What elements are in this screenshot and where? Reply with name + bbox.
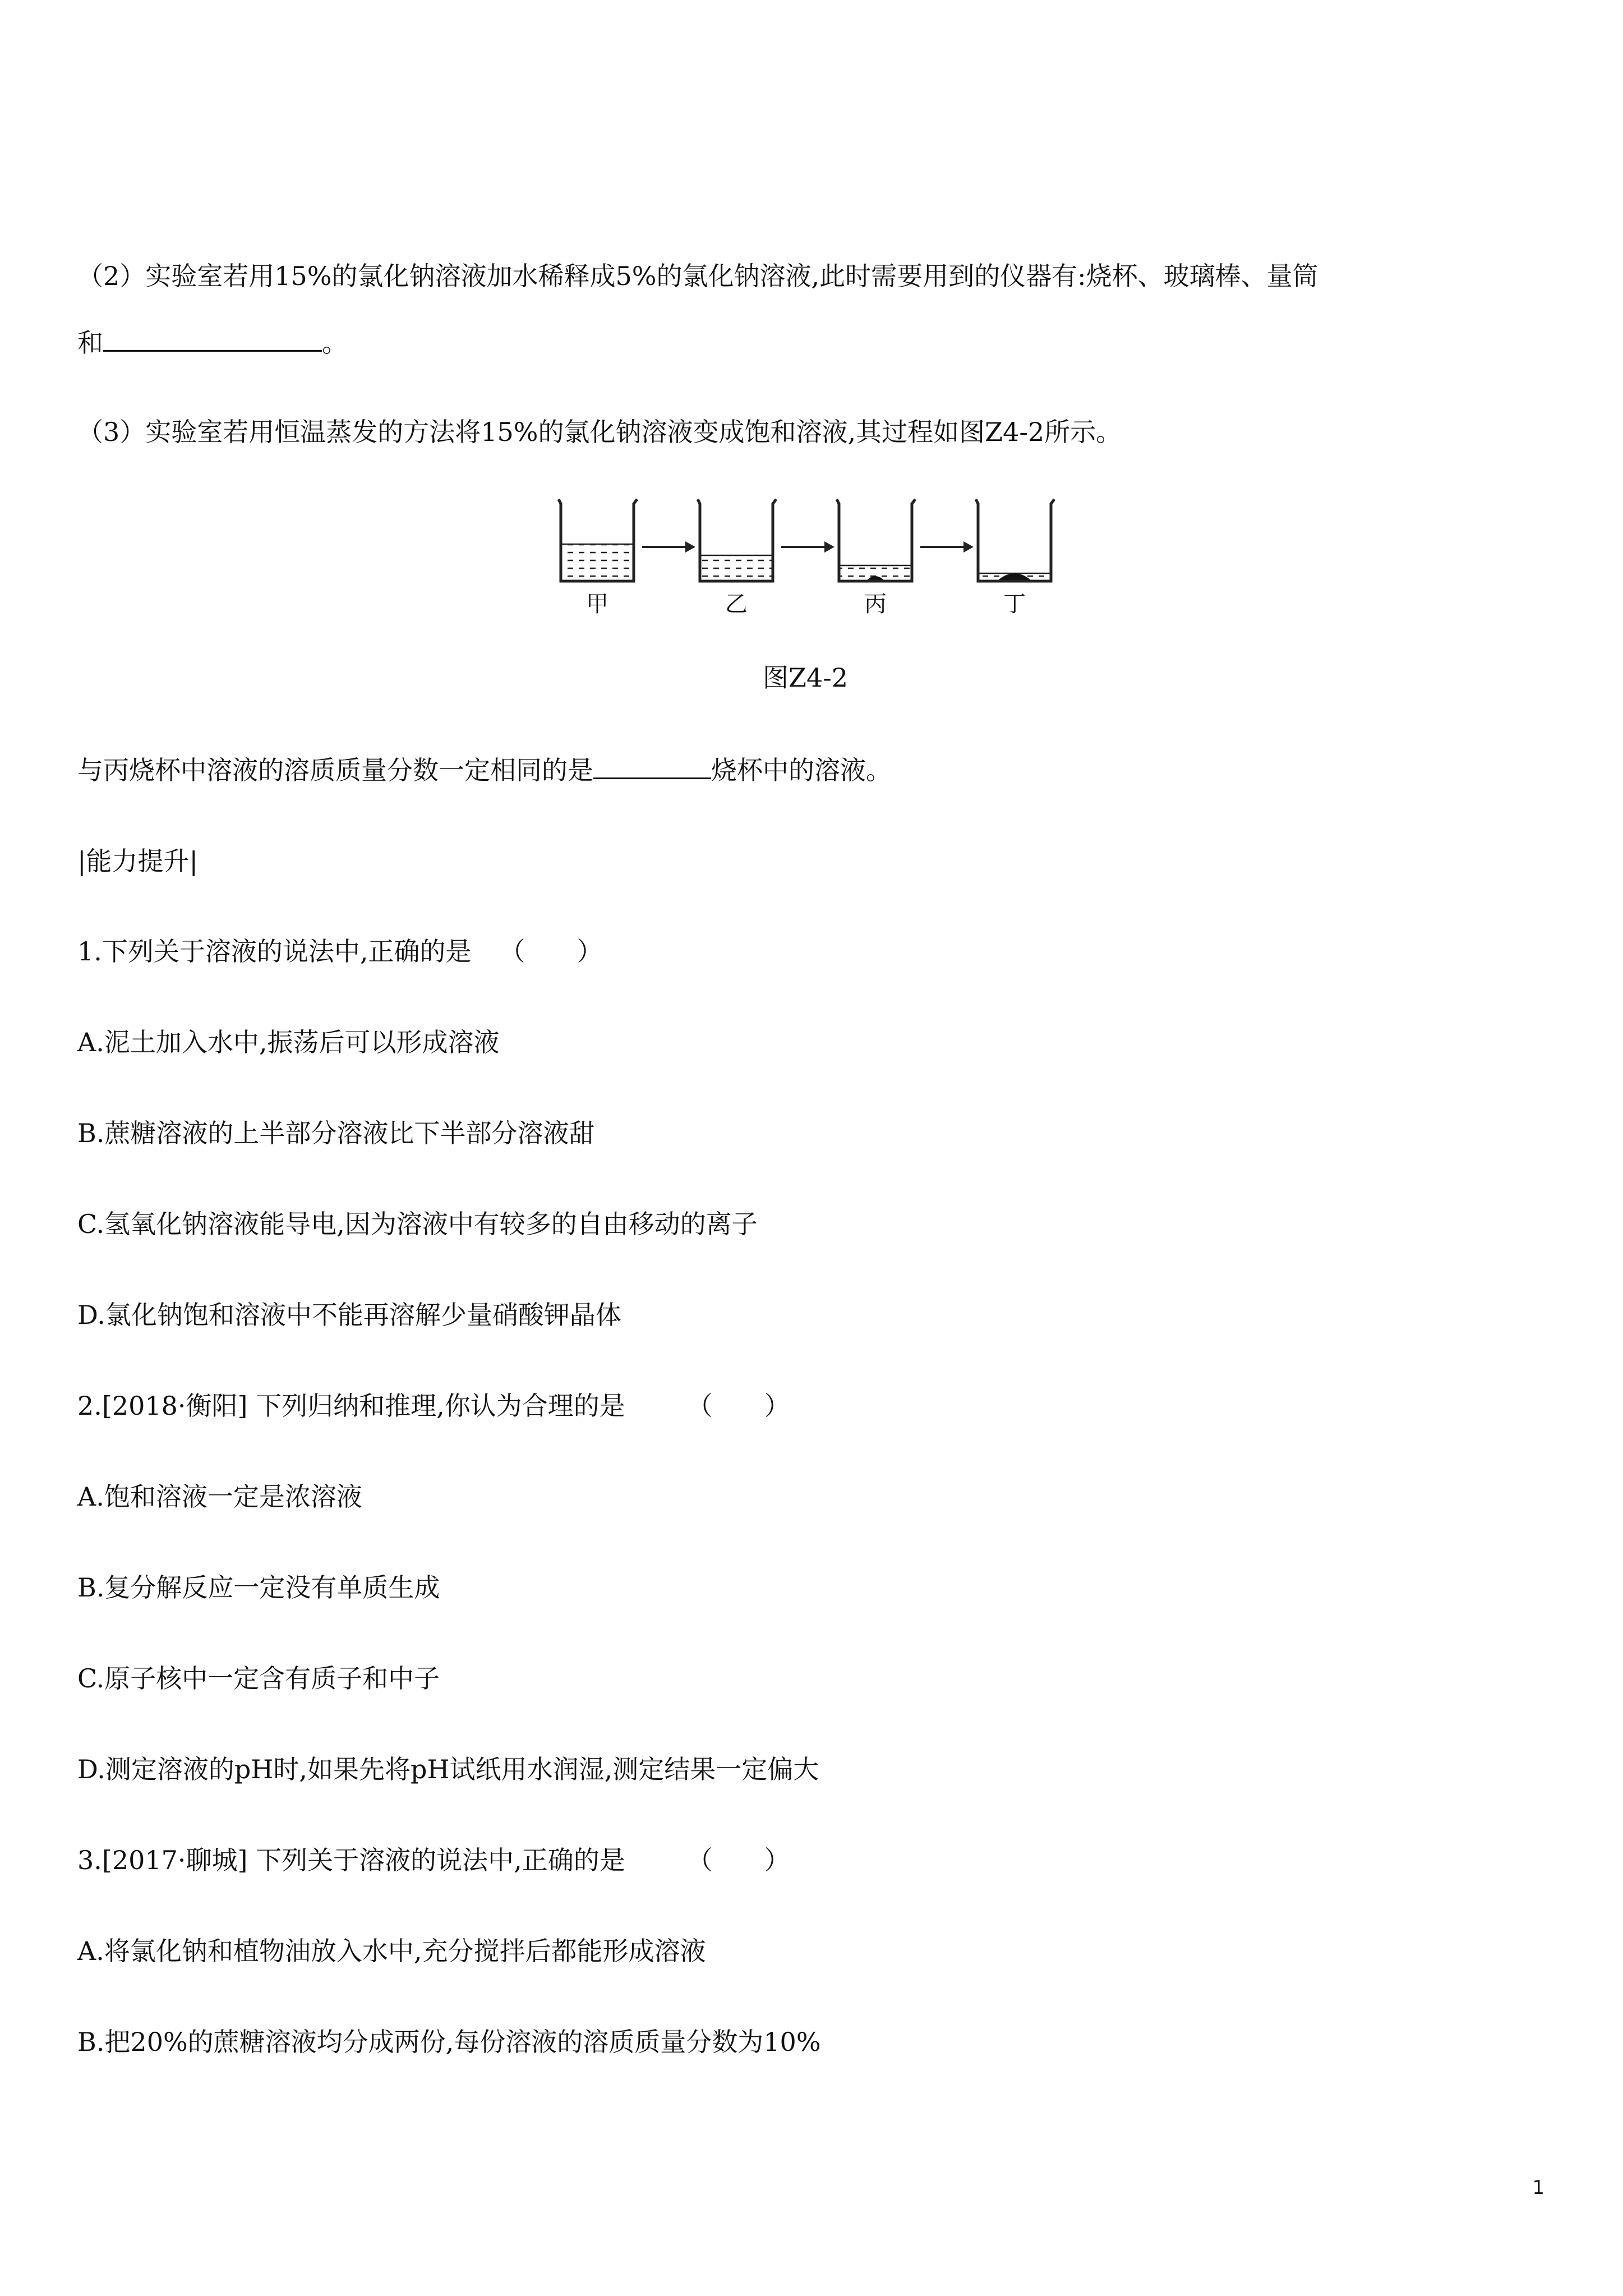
q3-answer-suffix: 烧杯中的溶液。: [711, 755, 892, 785]
q3-answer-line: [77, 753, 892, 787]
beaker-figure: [555, 494, 1071, 623]
section-heading: |能力提升|: [77, 846, 198, 876]
q3-answer-prefix: 与丙烧杯中溶液的溶质质量分数一定相同的是: [77, 755, 593, 785]
option-text: C.氢氧化钠溶液能导电,因为溶液中有较多的自由移动的离子: [77, 1209, 758, 1239]
arrow-icon: [920, 541, 974, 553]
answer-paren[interactable]: （ ）: [499, 936, 603, 967]
answer-blank-q2[interactable]: [103, 325, 322, 352]
arrow-icon: [642, 541, 695, 553]
question-1-stem: [77, 935, 603, 968]
option-text: A.泥土加入水中,振荡后可以形成溶液: [77, 1027, 500, 1057]
beaker-jia: [559, 499, 637, 581]
q2-text-line1: （2）实验室若用15%的氯化钠溶液加水稀释成5%的氯化钠溶液,此时需要用到的仪器有:烧杯、玻璃棒、量筒: [77, 261, 1318, 291]
answer-blank-q3[interactable]: [593, 753, 711, 779]
option-text: D.氯化钠饱和溶液中不能再溶解少量硝酸钾晶体: [77, 1300, 621, 1330]
question-3-stem: [77, 1843, 790, 1877]
option-text: D.测定溶液的pH时,如果先将pH试纸用水润湿,测定结果一定偏大: [77, 1754, 819, 1784]
beaker-ding: [976, 499, 1054, 581]
question-stem-text: 1.下列关于溶液的说法中,正确的是: [77, 936, 472, 967]
figure-caption: 图Z4-2: [763, 662, 849, 693]
option-text: A.将氯化钠和植物油放入水中,充分搅拌后都能形成溶液: [77, 1936, 706, 1966]
q2-suffix: 。: [322, 328, 348, 358]
question-stem-text: 3.[2017·聊城] 下列关于溶液的说法中,正确的是: [77, 1845, 625, 1875]
option-text: B.把20%的蔗糖溶液均分成两份,每份溶液的溶质质量分数为10%: [77, 2027, 821, 2057]
label-bing: 丙: [864, 591, 887, 617]
q3-text: （3）实验室若用恒温蒸发的方法将15%的氯化钠溶液变成饱和溶液,其过程如图Z4-2所示。: [77, 417, 1122, 447]
label-yi: 乙: [725, 591, 748, 617]
beaker-bing: [837, 499, 915, 581]
question-2-stem: [77, 1389, 790, 1423]
q2-text-line2: [77, 325, 348, 360]
beaker-yi: [698, 499, 776, 581]
label-jia: 甲: [586, 591, 608, 617]
arrow-icon: [781, 541, 834, 553]
label-ding: 丁: [1003, 591, 1026, 617]
q2-prefix: 和: [77, 328, 103, 358]
option-text: A.饱和溶液一定是浓溶液: [77, 1481, 362, 1512]
option-text: B.复分解反应一定没有单质生成: [77, 1572, 440, 1603]
question-stem-text: 2.[2018·衡阳] 下列归纳和推理,你认为合理的是: [77, 1391, 625, 1421]
page-number: 1: [1532, 2177, 1544, 2199]
beaker-diagram: [555, 494, 1071, 623]
option-text: C.原子核中一定含有质子和中子: [77, 1663, 440, 1694]
answer-paren[interactable]: （ ）: [686, 1391, 790, 1421]
option-text: B.蔗糖溶液的上半部分溶液比下半部分溶液甜: [77, 1118, 595, 1148]
answer-paren[interactable]: （ ）: [686, 1845, 790, 1875]
